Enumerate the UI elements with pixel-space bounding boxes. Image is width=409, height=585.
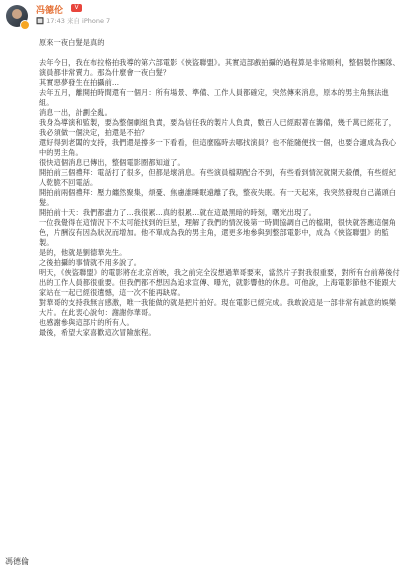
post-paragraph: 對華哥的支持我無言感激，唯一我能做的就是把片拍好。現在電影已經完成。我敢說這是一部非常有誠意的娛樂大片。在此衷心說句：謝謝你華哥。 — [39, 298, 397, 317]
post-paragraph: 之後拍攝的事情就不用多說了。 — [39, 258, 142, 267]
verified-badge-icon — [20, 20, 30, 30]
signature: 馮德倫 — [5, 557, 29, 566]
post-paragraph: 開拍前十天：我們都盡力了…我很累…真的很累…就在這最黑暗的時刻，曙光出現了。 — [39, 208, 316, 217]
post-paragraph: 很快這個消息已傳出，整個電影圈都知道了。 — [39, 158, 185, 167]
post-paragraph: 也感謝參與這部片的所有人。 — [39, 318, 134, 327]
post-paragraph: 一位我覺得在這情況下不太可能找到的巨星，理解了我們的情況後第一時間協調自己的檔期，很快就答應這個角色，片酬沒有因為狀況而增加。他不單成為我的男主角，還更多地參與到整部電影中，成為《俠盜聯盟》的監製。 — [39, 218, 397, 247]
post-paragraph: 原來一夜白髮是真的 — [39, 38, 105, 47]
post-paragraph: 還好得到老闆的支持，我們還是撐多一下看看，但這麼臨時去哪找演員？也不能隨便找一個，也要合適成為我心中的男主角。 — [39, 138, 397, 157]
vip-badge-icon: V — [71, 4, 82, 12]
post-paragraph: 去年今日，我在布拉格拍我導的第六部電影《俠盜聯盟》。其實這部戲拍攝的過程算是非常順利，整個製作團隊、演員都非常賣力。那為什麼會一夜白髮？ — [39, 58, 400, 77]
post-header — [0, 0, 409, 30]
post-paragraph: 是的，他就是劉德華先生。 — [39, 248, 127, 257]
author-name[interactable]: 冯德伦 — [36, 6, 64, 16]
post-paragraph: 其實惡夢發生在拍攝前… — [39, 78, 120, 87]
post-paragraph: 開拍前兩個禮拜：壓力纏然聚集，煩憂、焦慮誰睡眠遠離了我，整夜失眠。有一天起來，我突然發現自己滿頭白髮。 — [39, 188, 397, 207]
post-paragraph: 明天，《俠盜聯盟》的電影將在北京首映，我之前完全沒想過華哥要來，當然片子對我很重要，對所有台前幕後付出的工作人員都很重要。但我們都不想因為追求宣傳、曝光，就影響他的休息。可他說，上海電影節他不能跟大家站在一起已經很遺憾，這一次不能再缺席。 — [39, 268, 400, 297]
post-paragraph: 我身為導演和監製，要為整個劇組負責，要為信任我的製片人負責，數百人已經跟著在籌備，幾千萬已經花了，我必須做一個決定，拍還是不拍？ — [39, 118, 397, 137]
post-paragraph: 消息一出，計劃全亂。 — [39, 108, 112, 117]
post-paragraph: 去年五月，離開拍時間還有一個月：所有場景、準備、工作人員都確定，突然傳來消息，原本的男主角無法進組。 — [39, 88, 389, 107]
post-paragraph: 最後，希望大家喜歡這次冒險旅程。 — [39, 328, 156, 337]
post-meta: 🔲 17:43 来自 iPhone 7 — [36, 17, 111, 25]
post-body — [39, 38, 401, 338]
post-paragraph: 開拍前三個禮拜：電話打了很多，但都是壞消息。有些演員檔期配合不到，有些看到情況就開天殺價，有些經紀人乾脆不回電話。 — [39, 168, 397, 187]
